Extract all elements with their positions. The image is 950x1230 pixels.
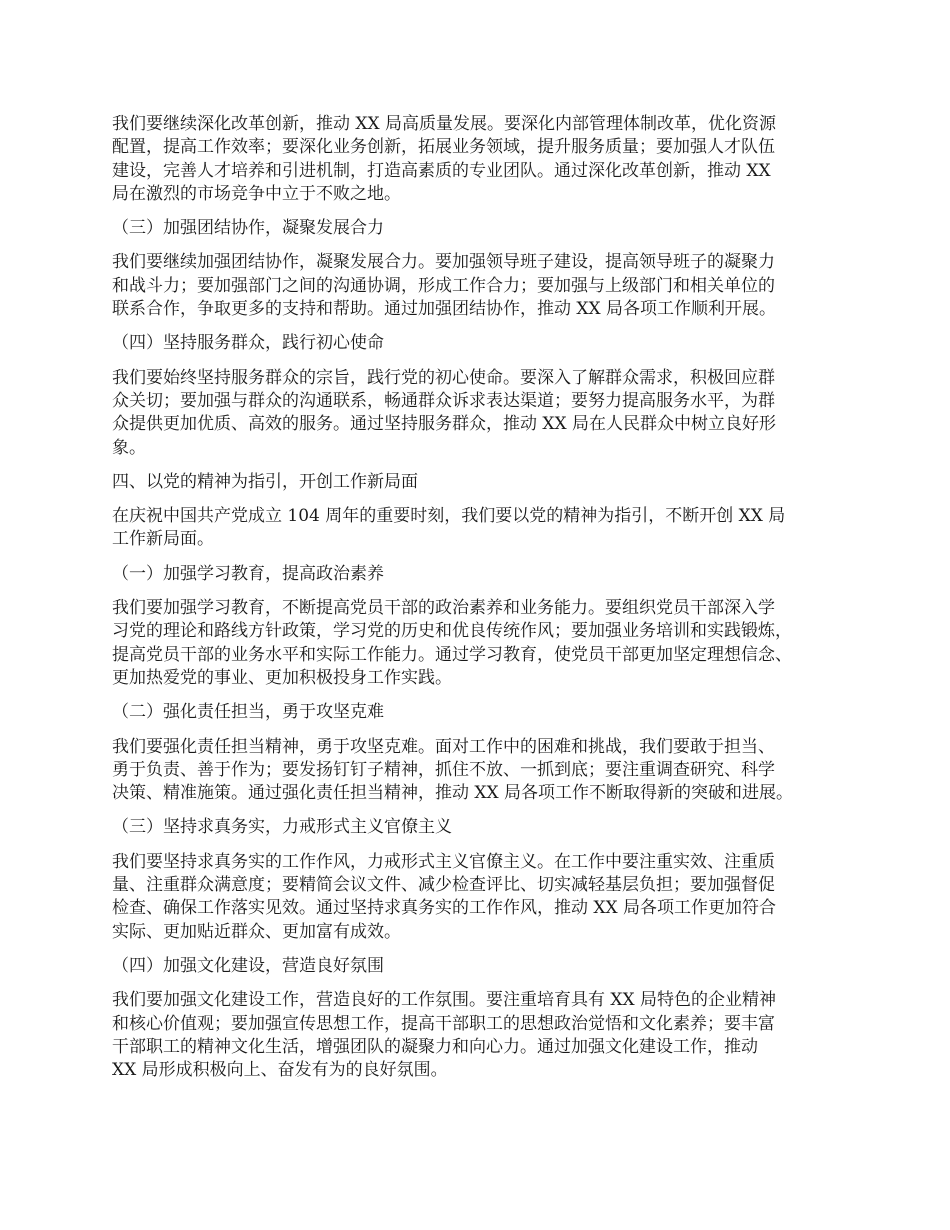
text-line: 决策、精准施策。通过强化责任担当精神，推动 XX 局各项工作不断取得新的突破和进展。: [112, 783, 794, 804]
paragraph: [112, 989, 852, 1082]
text-line: （四）加强文化建设，营造良好氛围: [112, 955, 384, 976]
paragraph: [112, 367, 852, 460]
text-line: 和战斗力；要加强部门之间的沟通协调，形成工作合力；要加强与上级部门和相关单位的: [112, 275, 775, 296]
text-line: 局在激烈的市场竞争中立于不败之地。: [112, 183, 401, 204]
text-line: 习党的理论和路线方针政策，学习党的历史和优良传统作风；要加强业务培训和实践锻炼，: [112, 621, 792, 642]
text-line: 检查、确保工作落实见效。通过坚持求真务实的工作作风，推动 XX 局各项工作更加符合: [112, 898, 777, 919]
paragraph: [112, 851, 852, 944]
text-line: 更加热爱党的事业、更加积极投身工作实践。: [112, 667, 452, 688]
text-line: （一）加强学习教育，提高政治素养: [112, 563, 384, 584]
text-line: 干部职工的精神文化生活，增强团队的凝聚力和向心力。通过加强文化建设工作，推动: [112, 1036, 758, 1057]
text-line: 象。: [112, 437, 146, 458]
text-line: 配置，提高工作效率；要深化业务创新，拓展业务领域，提升服务质量；要加强人才队伍: [112, 137, 775, 158]
text-line: 和核心价值观；要加强宣传思想工作，提高干部职工的思想政治觉悟和文化素养；要丰富: [112, 1013, 775, 1034]
section-heading: [112, 955, 852, 978]
paragraph: [112, 505, 852, 552]
text-line: 在庆祝中国共产党成立 104 周年的重要时刻，我们要以党的精神为指引，不断开创 XX 局: [112, 506, 786, 527]
section-heading: [112, 816, 852, 839]
text-line: 量、注重群众满意度；要精简会议文件、减少检查评比、切实减轻基层负担；要加强督促: [112, 875, 775, 896]
section-heading: [112, 563, 852, 586]
text-line: 我们要继续深化改革创新，推动 XX 局高质量发展。要深化内部管理体制改革，优化资源: [112, 114, 777, 134]
text-line: 联系合作，争取更多的支持和帮助。通过加强团结协作，推动 XX 局各项工作顺利开展。: [112, 299, 777, 320]
paragraph: [112, 597, 852, 690]
text-line: 提高党员干部的业务水平和实际工作能力。通过学习教育，使党员干部更加坚定理想信念、: [112, 644, 792, 665]
section-heading: [112, 217, 852, 240]
text-line: （二）强化责任担当，勇于攻坚克难: [112, 702, 384, 723]
paragraph: [112, 113, 852, 206]
paragraph: [112, 251, 852, 321]
text-line: （三）坚持求真务实，力戒形式主义官僚主义: [112, 817, 452, 838]
document-body: [112, 113, 852, 1093]
text-line: 我们要始终坚持服务群众的宗旨，践行党的初心使命。要深入了解群众需求，积极回应群: [112, 367, 775, 388]
text-line: （四）坚持服务群众，践行初心使命: [112, 333, 384, 354]
text-line: 我们要坚持求真务实的工作作风，力戒形式主义官僚主义。在工作中要注重实效、注重质: [112, 851, 775, 872]
text-line: XX 局形成积极向上、奋发有为的良好氛围。: [112, 1060, 448, 1081]
paragraph: [112, 736, 852, 806]
text-line: 我们要加强学习教育，不断提高党员干部的政治素养和业务能力。要组织党员干部深入学: [112, 598, 775, 619]
text-line: 工作新局面。: [112, 529, 214, 550]
text-line: 四、以党的精神为指引，开创工作新局面: [112, 471, 418, 492]
text-line: 我们要继续加强团结协作，凝聚发展合力。要加强领导班子建设，提高领导班子的凝聚力: [112, 252, 775, 273]
section-heading: [112, 471, 852, 494]
section-heading: [112, 332, 852, 355]
text-line: （三）加强团结协作，凝聚发展合力: [112, 218, 384, 239]
text-line: 众提供更加优质、高效的服务。通过坚持服务群众，推动 XX 局在人民群众中树立良好形: [112, 414, 777, 435]
text-line: 我们要强化责任担当精神，勇于攻坚克难。面对工作中的困难和挑战，我们要敢于担当、: [112, 736, 775, 757]
section-heading: [112, 701, 852, 724]
text-line: 勇于负责、善于作为；要发扬钉钉子精神，抓住不放、一抓到底；要注重调查研究、科学: [112, 759, 775, 780]
text-line: 众关切；要加强与群众的沟通联系，畅通群众诉求表达渠道；要努力提高服务水平，为群: [112, 390, 775, 411]
text-line: 实际、更加贴近群众、更加富有成效。: [112, 921, 401, 942]
text-line: 我们要加强文化建设工作，营造良好的工作氛围。要注重培育具有 XX 局特色的企业精神: [112, 990, 777, 1011]
text-line: 建设，完善人才培养和引进机制，打造高素质的专业团队。通过深化改革创新，推动 XX: [112, 160, 771, 181]
